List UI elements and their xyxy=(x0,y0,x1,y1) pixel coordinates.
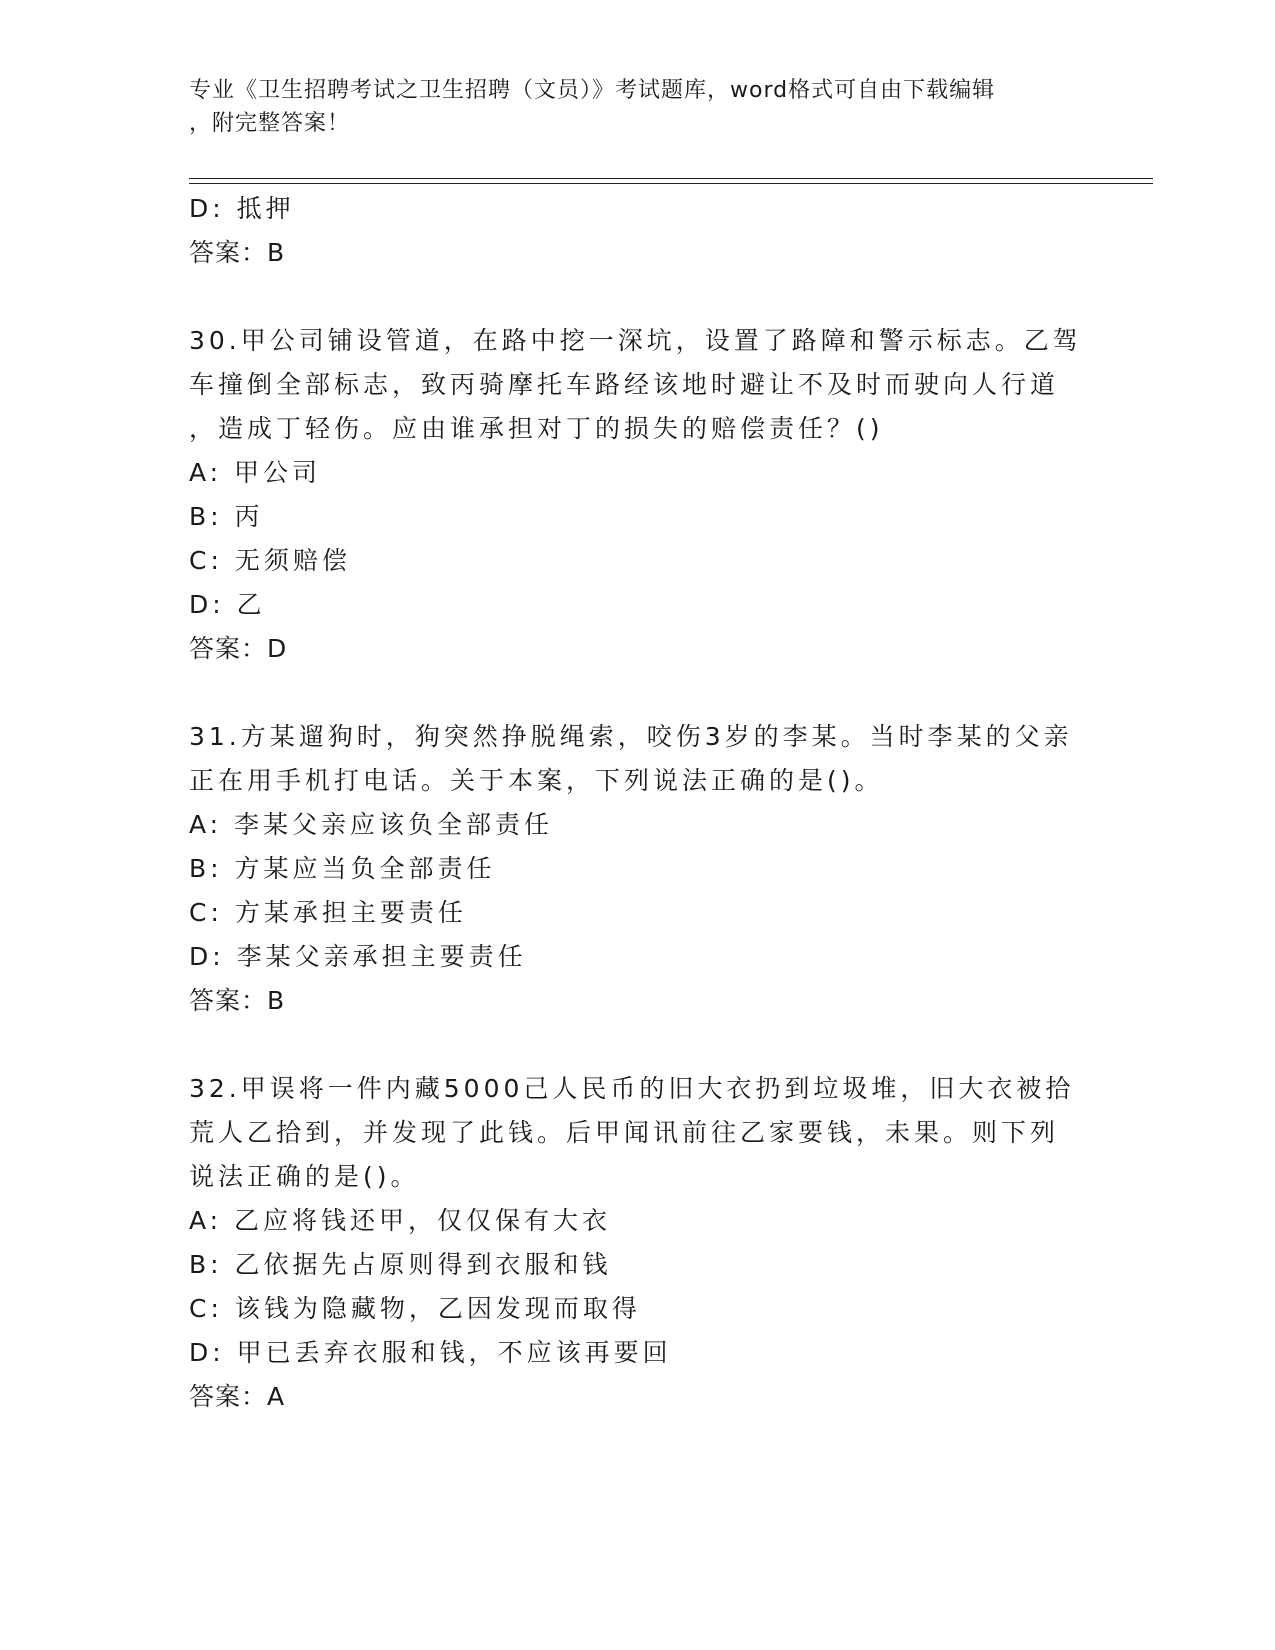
q32-text-line-2: 荒人乙拾到，并发现了此钱。后甲闻讯前往乙家要钱，未果。则下列 xyxy=(189,1118,1060,1147)
q32-option-b: B: 乙依据先占原则得到衣服和钱 xyxy=(189,1250,612,1279)
q30-text-line-3: ，造成丁轻伤。应由谁承担对丁的损失的赔偿责任？() xyxy=(189,414,884,443)
q32-option-c: C: 该钱为隐藏物，乙因发现而取得 xyxy=(189,1294,641,1323)
prev-answer: 答案：B xyxy=(189,238,286,267)
header-line-1: 专业《卫生招聘考试之卫生招聘（文员）》考试题库，word格式可自由下载编辑 xyxy=(189,78,996,103)
q31-text-line-2: 正在用手机打电话。关于本案，下列说法正确的是()。 xyxy=(189,766,884,795)
q30-option-d: D: 乙 xyxy=(189,590,266,619)
q32-text-line-1: 32.甲误将一件内藏5000己人民币的旧大衣扔到垃圾堆，旧大衣被拾 xyxy=(189,1074,1075,1103)
q30-text-line-1: 30.甲公司铺设管道，在路中挖一深坑，设置了路障和警示标志。乙驾 xyxy=(189,326,1082,355)
q31-option-d: D: 李某父亲承担主要责任 xyxy=(189,942,527,971)
page-header xyxy=(189,74,1089,140)
q30-text-line-2: 车撞倒全部标志，致丙骑摩托车路经该地时避让不及时而驶向人行道 xyxy=(189,370,1060,399)
q31-text-line-1: 31.方某遛狗时，狗突然挣脱绳索，咬伤3岁的李某。当时李某的父亲 xyxy=(189,722,1073,751)
q32-answer: 答案：A xyxy=(189,1382,286,1411)
q31-option-c: C: 方某承担主要责任 xyxy=(189,898,467,927)
q30-option-b: B: 丙 xyxy=(189,502,264,531)
q31-answer: 答案：B xyxy=(189,986,286,1015)
q32-text-line-3: 说法正确的是()。 xyxy=(189,1162,420,1191)
q30-answer: 答案：D xyxy=(189,634,288,663)
header-divider-bottom xyxy=(189,183,1153,184)
q31-option-a: A: 李某父亲应该负全部责任 xyxy=(189,810,554,839)
q31-option-b: B: 方某应当负全部责任 xyxy=(189,854,496,883)
q30-option-a: A: 甲公司 xyxy=(189,458,322,487)
header-divider-top xyxy=(189,178,1153,179)
prev-option-d: D: 抵押 xyxy=(189,194,295,223)
q32-option-a: A: 乙应将钱还甲，仅仅保有大衣 xyxy=(189,1206,612,1235)
q32-option-d: D: 甲已丢弃衣服和钱，不应该再要回 xyxy=(189,1338,672,1367)
q30-option-c: C: 无须赔偿 xyxy=(189,546,351,575)
header-line-2: ，附完整答案！ xyxy=(189,111,351,136)
